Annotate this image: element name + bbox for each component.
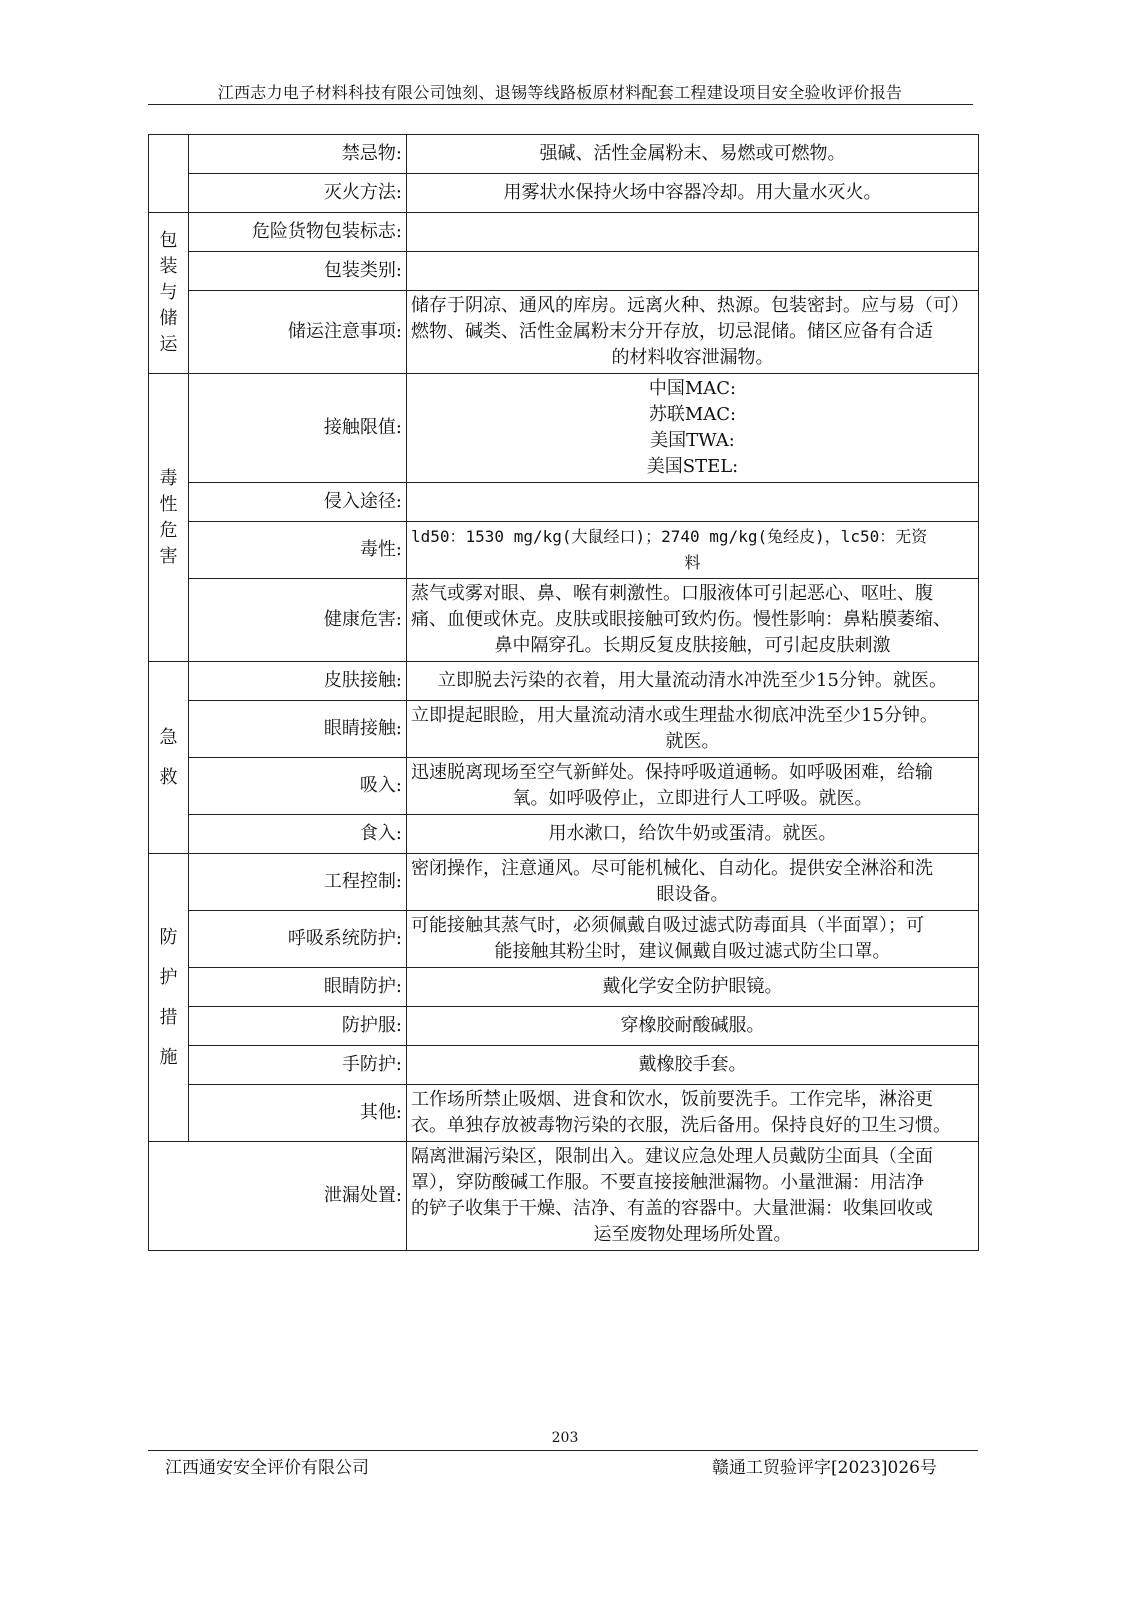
row-value: 可能接触其蒸气时，必须佩戴自吸过滤式防毒面具（半面罩）；可 能接触其粉尘时，建议佩戴自吸过滤式防尘口罩。 xyxy=(407,911,979,968)
header-divider xyxy=(148,104,973,105)
msds-table xyxy=(148,134,979,1251)
page-number: 203 xyxy=(551,1430,579,1446)
row-label: 工程控制: xyxy=(189,854,407,911)
row-label: 皮肤接触: xyxy=(189,662,407,701)
category-cell-toxicity: 毒性 危害 xyxy=(149,374,189,662)
row-value xyxy=(407,483,979,522)
row-label: 防护服: xyxy=(189,1007,407,1046)
table-row xyxy=(149,968,979,1007)
row-label: 其他: xyxy=(189,1085,407,1142)
table-row xyxy=(149,911,979,968)
row-label: 吸入: xyxy=(189,758,407,815)
table-row xyxy=(149,252,979,291)
table-row xyxy=(149,662,979,701)
row-label: 危险货物包装标志: xyxy=(189,213,407,252)
row-label: 眼睛防护: xyxy=(189,968,407,1007)
category-cell-protection: 防 护 措 施 xyxy=(149,854,189,1142)
page-header-title: 江西志力电子材料科技有限公司蚀刻、退锡等线路板原材料配套工程建设项目安全验收评价报告 xyxy=(217,83,903,102)
table-row xyxy=(149,854,979,911)
table-row xyxy=(149,815,979,854)
category-cell-packaging: 包装 与储 运 xyxy=(149,213,189,374)
table-row xyxy=(149,483,979,522)
footer-divider xyxy=(148,1450,978,1451)
row-value: 密闭操作，注意通风。尽可能机械化、自动化。提供安全淋浴和洗 眼设备。 xyxy=(407,854,979,911)
row-label: 健康危害: xyxy=(189,579,407,662)
row-value: 戴橡胶手套。 xyxy=(407,1046,979,1085)
row-label: 接触限值: xyxy=(189,374,407,483)
row-value: 强碱、活性金属粉末、易燃或可燃物。 xyxy=(407,135,979,174)
table-row xyxy=(149,701,979,758)
table-row xyxy=(149,758,979,815)
row-label: 灭火方法: xyxy=(189,174,407,213)
table-row xyxy=(149,1142,979,1251)
row-label: 眼睛接触: xyxy=(189,701,407,758)
table-row xyxy=(149,374,979,483)
row-label: 侵入途径: xyxy=(189,483,407,522)
row-value: 穿橡胶耐酸碱服。 xyxy=(407,1007,979,1046)
row-label: 呼吸系统防护: xyxy=(189,911,407,968)
footer-report-number: 赣通工贸验评字[2023]026号 xyxy=(712,1458,937,1478)
row-value: 立即提起眼睑，用大量流动清水或生理盐水彻底冲洗至少15分钟。 就医。 xyxy=(407,701,979,758)
table-row xyxy=(149,522,979,579)
table-row xyxy=(149,174,979,213)
row-value: 储存于阴凉、通风的库房。远离火种、热源。包装密封。应与易（可） 燃物、碱类、活性金属粉末分开存放，切忌混储。储区应备有合适 的材料收容泄漏物。 xyxy=(407,291,979,374)
row-value: 用雾状水保持火场中容器冷却。用大量水灭火。 xyxy=(407,174,979,213)
row-value: 蒸气或雾对眼、鼻、喉有刺激性。口服液体可引起恶心、呕吐、腹 痛、血便或休克。皮肤或眼接触可致灼伤。慢性影响：鼻粘膜萎缩、 鼻中隔穿孔。长期反复皮肤接触，可引起皮肤刺激 xyxy=(407,579,979,662)
row-value: 工作场所禁止吸烟、进食和饮水，饭前要洗手。工作完毕，淋浴更 衣。单独存放被毒物污染的衣服，洗后备用。保持良好的卫生习惯。 xyxy=(407,1085,979,1142)
table-row xyxy=(149,579,979,662)
table-row xyxy=(149,1007,979,1046)
row-value: 隔离泄漏污染区，限制出入。建议应急处理人员戴防尘面具（全面 罩），穿防酸碱工作服。不要直接接触泄漏物。小量泄漏：用洁净 的铲子收集于干燥、洁净、有盖的容器中。大量泄漏：收集回收或 运至废物处理场所处置。 xyxy=(407,1142,979,1251)
table-row xyxy=(149,1046,979,1085)
category-cell-first-aid: 急 救 xyxy=(149,662,189,854)
row-label: 储运注意事项: xyxy=(189,291,407,374)
row-value: 中国MAC: 苏联MAC: 美国TWA: 美国STEL: xyxy=(407,374,979,483)
table-row xyxy=(149,135,979,174)
row-label: 毒性: xyxy=(189,522,407,579)
row-value: 迅速脱离现场至空气新鲜处。保持呼吸道通畅。如呼吸困难，给输 氧。如呼吸停止，立即进行人工呼吸。就医。 xyxy=(407,758,979,815)
footer-company: 江西通安安全评价有限公司 xyxy=(165,1458,369,1478)
table-row xyxy=(149,213,979,252)
row-value xyxy=(407,252,979,291)
row-label: 泄漏处置: xyxy=(149,1142,407,1251)
row-value: 立即脱去污染的衣着，用大量流动清水冲洗至少15分钟。就医。 xyxy=(407,662,979,701)
row-value: 戴化学安全防护眼镜。 xyxy=(407,968,979,1007)
row-label: 包装类别: xyxy=(189,252,407,291)
row-label: 食入: xyxy=(189,815,407,854)
row-value xyxy=(407,213,979,252)
row-value: ld50：1530 mg/kg(大鼠经口)；2740 mg/kg(兔经皮)，lc50：无资 料 xyxy=(407,522,979,579)
row-label: 手防护: xyxy=(189,1046,407,1085)
row-label: 禁忌物: xyxy=(189,135,407,174)
table-row xyxy=(149,1085,979,1142)
category-cell-fire xyxy=(149,135,189,213)
row-value: 用水漱口，给饮牛奶或蛋清。就医。 xyxy=(407,815,979,854)
table-row xyxy=(149,291,979,374)
